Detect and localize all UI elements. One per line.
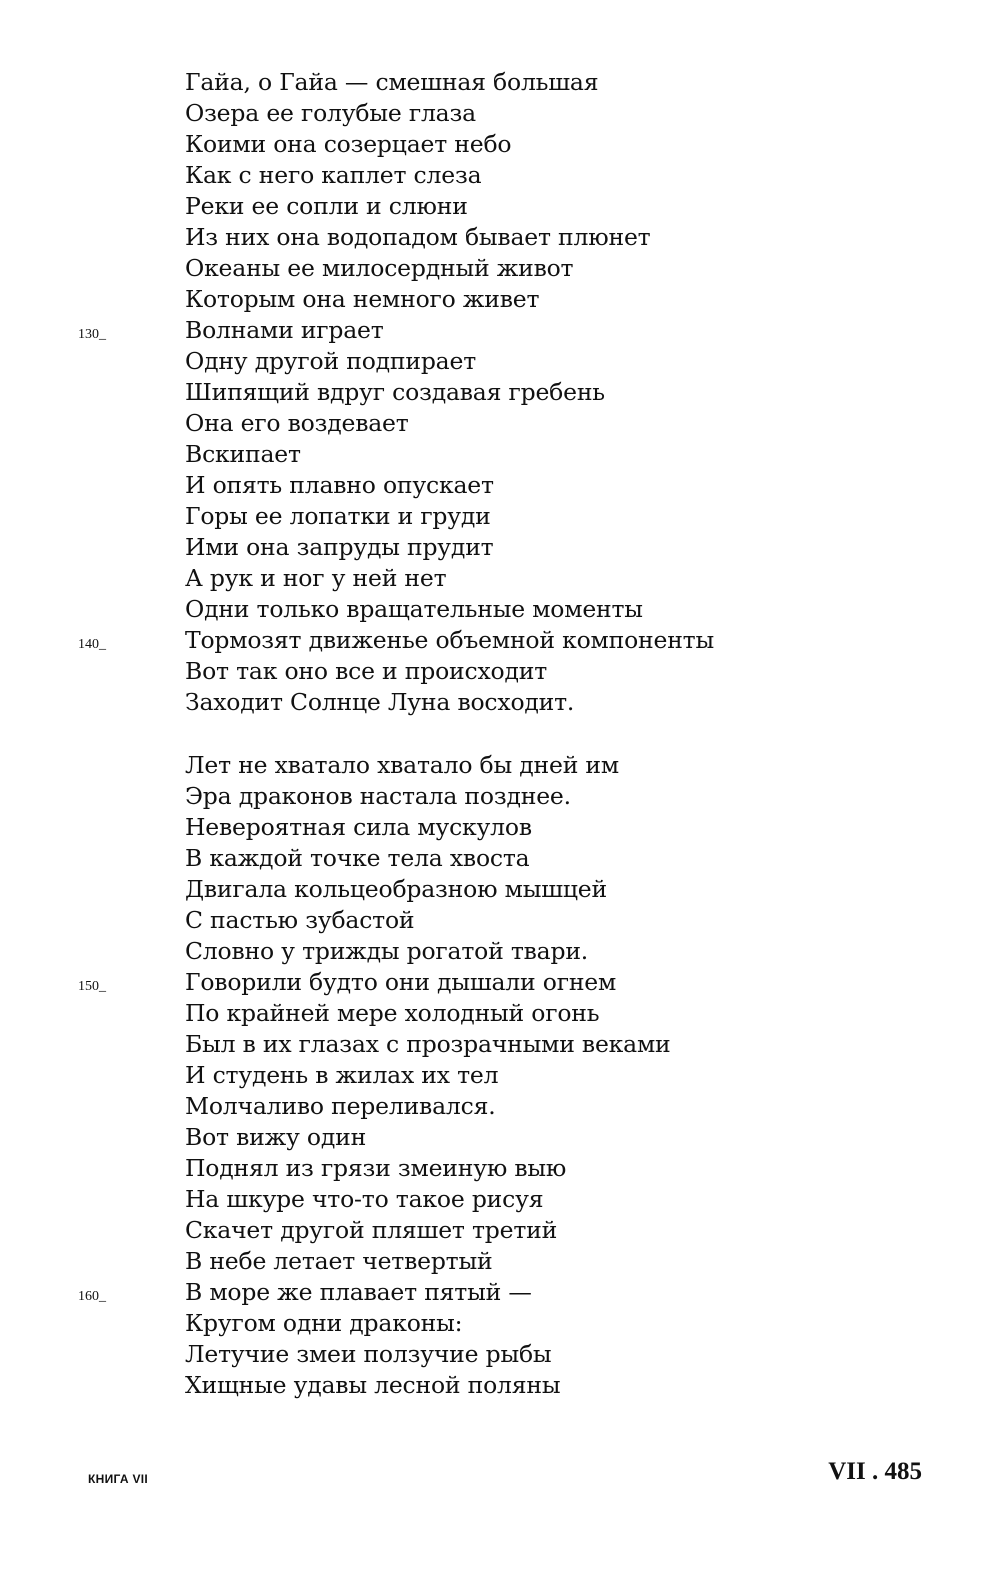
poem-line: Вот вижу один bbox=[185, 1123, 367, 1151]
poem-line: Кругом одни драконы: bbox=[185, 1309, 463, 1337]
poem-line: Реки ее сопли и слюни bbox=[185, 192, 468, 220]
poem-line: Был в их глазах с прозрачными веками bbox=[185, 1030, 671, 1058]
poem-line: Из них она водопадом бывает плюнет bbox=[185, 223, 651, 251]
poem-line: Она его воздевает bbox=[185, 409, 409, 437]
poem-line: Хищные удавы лесной поляны bbox=[185, 1371, 561, 1399]
poem-line: Вскипает bbox=[185, 440, 301, 468]
poem-line: Волнами играет bbox=[185, 316, 384, 344]
poem-line: Одну другой подпирает bbox=[185, 347, 476, 375]
poem-line: Молчаливо переливался. bbox=[185, 1092, 496, 1120]
line-number: 160_ bbox=[78, 1289, 106, 1304]
poem-line: Коими она созерцает небо bbox=[185, 130, 512, 158]
poem-line: На шкуре что-то такое рисуя bbox=[185, 1185, 544, 1213]
poem-line: И студень в жилах их тел bbox=[185, 1061, 499, 1089]
page-number: VII . 485 bbox=[828, 1458, 922, 1485]
poem-line: В море же плавает пятый — bbox=[185, 1278, 532, 1306]
poem-line: По крайней мере холодный огонь bbox=[185, 999, 600, 1027]
poem-line: Говорили будто они дышали огнем bbox=[185, 968, 617, 996]
poem-line: Летучие змеи ползучие рыбы bbox=[185, 1340, 552, 1368]
poem-line: А рук и ног у ней нет bbox=[185, 564, 447, 592]
poem-line: Океаны ее милосердный живот bbox=[185, 254, 574, 282]
poem-line: Озера ее голубые глаза bbox=[185, 99, 476, 127]
poem-line: Как с него каплет слеза bbox=[185, 161, 482, 189]
poem-line: Заходит Солнце Луна восходит. bbox=[185, 688, 575, 716]
poem-line: Которым она немного живет bbox=[185, 285, 540, 313]
poem-line: Горы ее лопатки и груди bbox=[185, 502, 491, 530]
poem-line: И опять плавно опускает bbox=[185, 471, 494, 499]
poem-line: Ими она запруды прудит bbox=[185, 533, 494, 561]
poem-line: В каждой точке тела хвоста bbox=[185, 844, 530, 872]
poem-line: Шипящий вдруг создавая гребень bbox=[185, 378, 605, 406]
line-number: 150_ bbox=[78, 979, 106, 994]
poem-line: Словно у трижды рогатой твари. bbox=[185, 937, 589, 965]
poem-line: Одни только вращательные моменты bbox=[185, 595, 643, 623]
poem-line: Поднял из грязи змеиную выю bbox=[185, 1154, 567, 1182]
poem-line: С пастью зубастой bbox=[185, 906, 415, 934]
poem-line: Невероятная сила мускулов bbox=[185, 813, 532, 841]
poem-line: Эра драконов настала позднее. bbox=[185, 782, 571, 810]
poem-line: Лет не хватало хватало бы дней им bbox=[185, 751, 619, 779]
book-title-footer: КНИГА VII bbox=[88, 1472, 149, 1486]
poem-line: В небе летает четвертый bbox=[185, 1247, 493, 1275]
poem-line: Тормозят движенье объемной компоненты bbox=[185, 626, 714, 654]
poem-line: Вот так оно все и происходит bbox=[185, 657, 548, 685]
poem-line: Двигала кольцеобразною мышцей bbox=[185, 875, 607, 903]
poem-line: Скачет другой пляшет третий bbox=[185, 1216, 558, 1244]
line-number: 130_ bbox=[78, 327, 106, 342]
line-number: 140_ bbox=[78, 637, 106, 652]
poem-line: Гайа, о Гайа — смешная большая bbox=[185, 68, 599, 96]
